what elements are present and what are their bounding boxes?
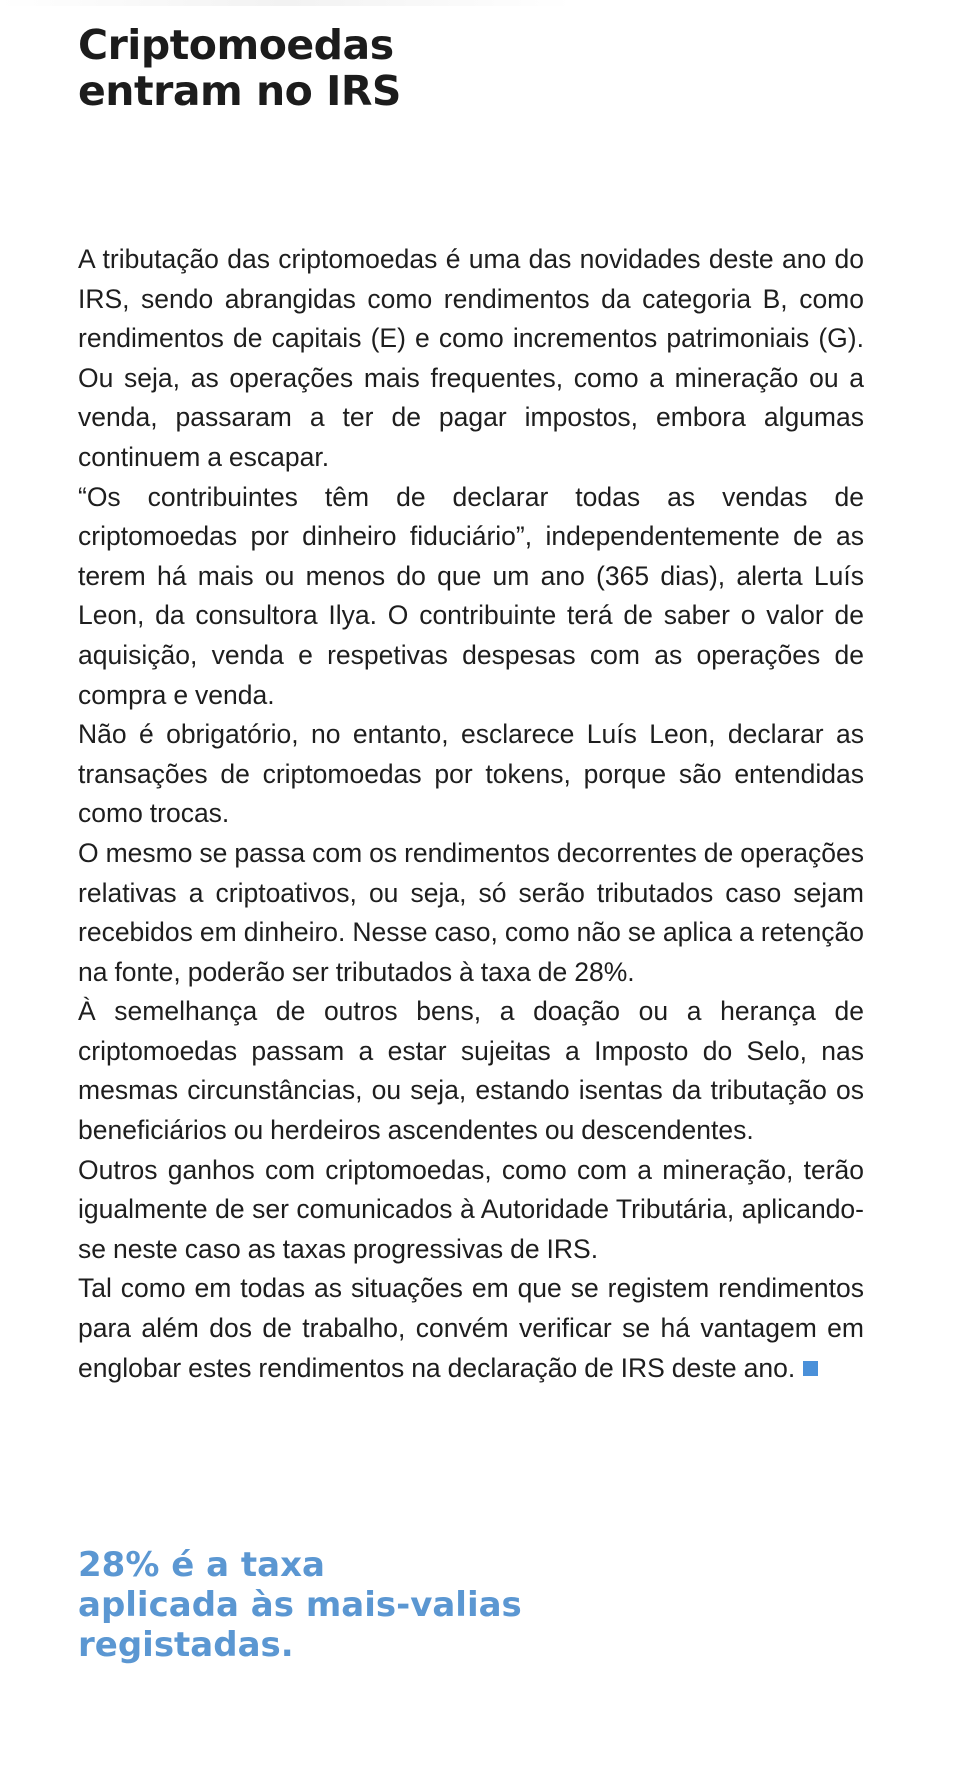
article-headline [78, 22, 864, 114]
headline-line-2: entram no IRS [78, 67, 401, 115]
paragraph-1: A tributação das criptomoedas é uma das novidades deste ano do IRS, sendo abrangidas como rendimentos da categoria B, como rendimentos de capitais (E) e como incrementos patrimoniais (G). Ou seja, as operações mais frequentes, como a mineração ou a venda, passaram a ter de pagar impostos, embora algumas continuem a escapar. [78, 244, 864, 472]
article-body [78, 240, 864, 1388]
paragraph-6: Outros ganhos com criptomoedas, como com a mineração, terão igualmente de ser comunicados à Autoridade Tributária, aplicando-se neste caso as taxas progressivas de IRS. [78, 1154, 864, 1264]
paragraph-4: O mesmo se passa com os rendimentos decorrentes de operações relativas a criptoativos, ou seja, só serão tributados caso sejam recebidos em dinheiro. Nesse caso, como não se aplica a retenção na fonte, poderão ser tributados à taxa de 28%. [78, 837, 864, 987]
pull-quote-line-3: registadas. [78, 1625, 294, 1665]
page-top-edge [0, 0, 954, 6]
paragraph-2: “Os contribuintes têm de declarar todas as vendas de criptomoedas por dinheiro fiduciário”, independentemente de as terem há mais ou menos do que um ano (365 dias), alerta Luís Leon, da consultora Ilya. O contribuinte terá de saber o valor de aquisição, venda e respetivas despesas com as operações de compra e venda. [78, 481, 864, 710]
paragraph-5: À semelhança de outros bens, a doação ou a herança de criptomoedas passam a estar sujeitas a Imposto do Selo, nas mesmas circunstâncias, ou seja, estando isentas da tributação os beneficiários ou herdeiros ascendentes ou descendentes. [78, 996, 864, 1146]
article [78, 21, 864, 1383]
headline-line-1: Criptomoedas [78, 21, 394, 69]
paragraph-3: Não é obrigatório, no entanto, esclarece Luís Leon, declarar as transações de criptomoedas por tokens, porque são entendidas como trocas. [78, 719, 864, 829]
end-of-article-square-icon [803, 1361, 818, 1376]
pull-quote-line-2: aplicada às mais-valias [78, 1585, 522, 1625]
pull-quote [78, 1545, 678, 1665]
pull-quote-line-1: 28% é a taxa [78, 1545, 325, 1585]
paragraph-7 [78, 1269, 864, 1388]
paragraph-7-text: Tal como em todas as situações em que se registem rendimentos para além dos de trabalho, convém verificar se há vantagem em englobar estes rendimentos na declaração de IRS deste ano. [78, 1273, 864, 1383]
